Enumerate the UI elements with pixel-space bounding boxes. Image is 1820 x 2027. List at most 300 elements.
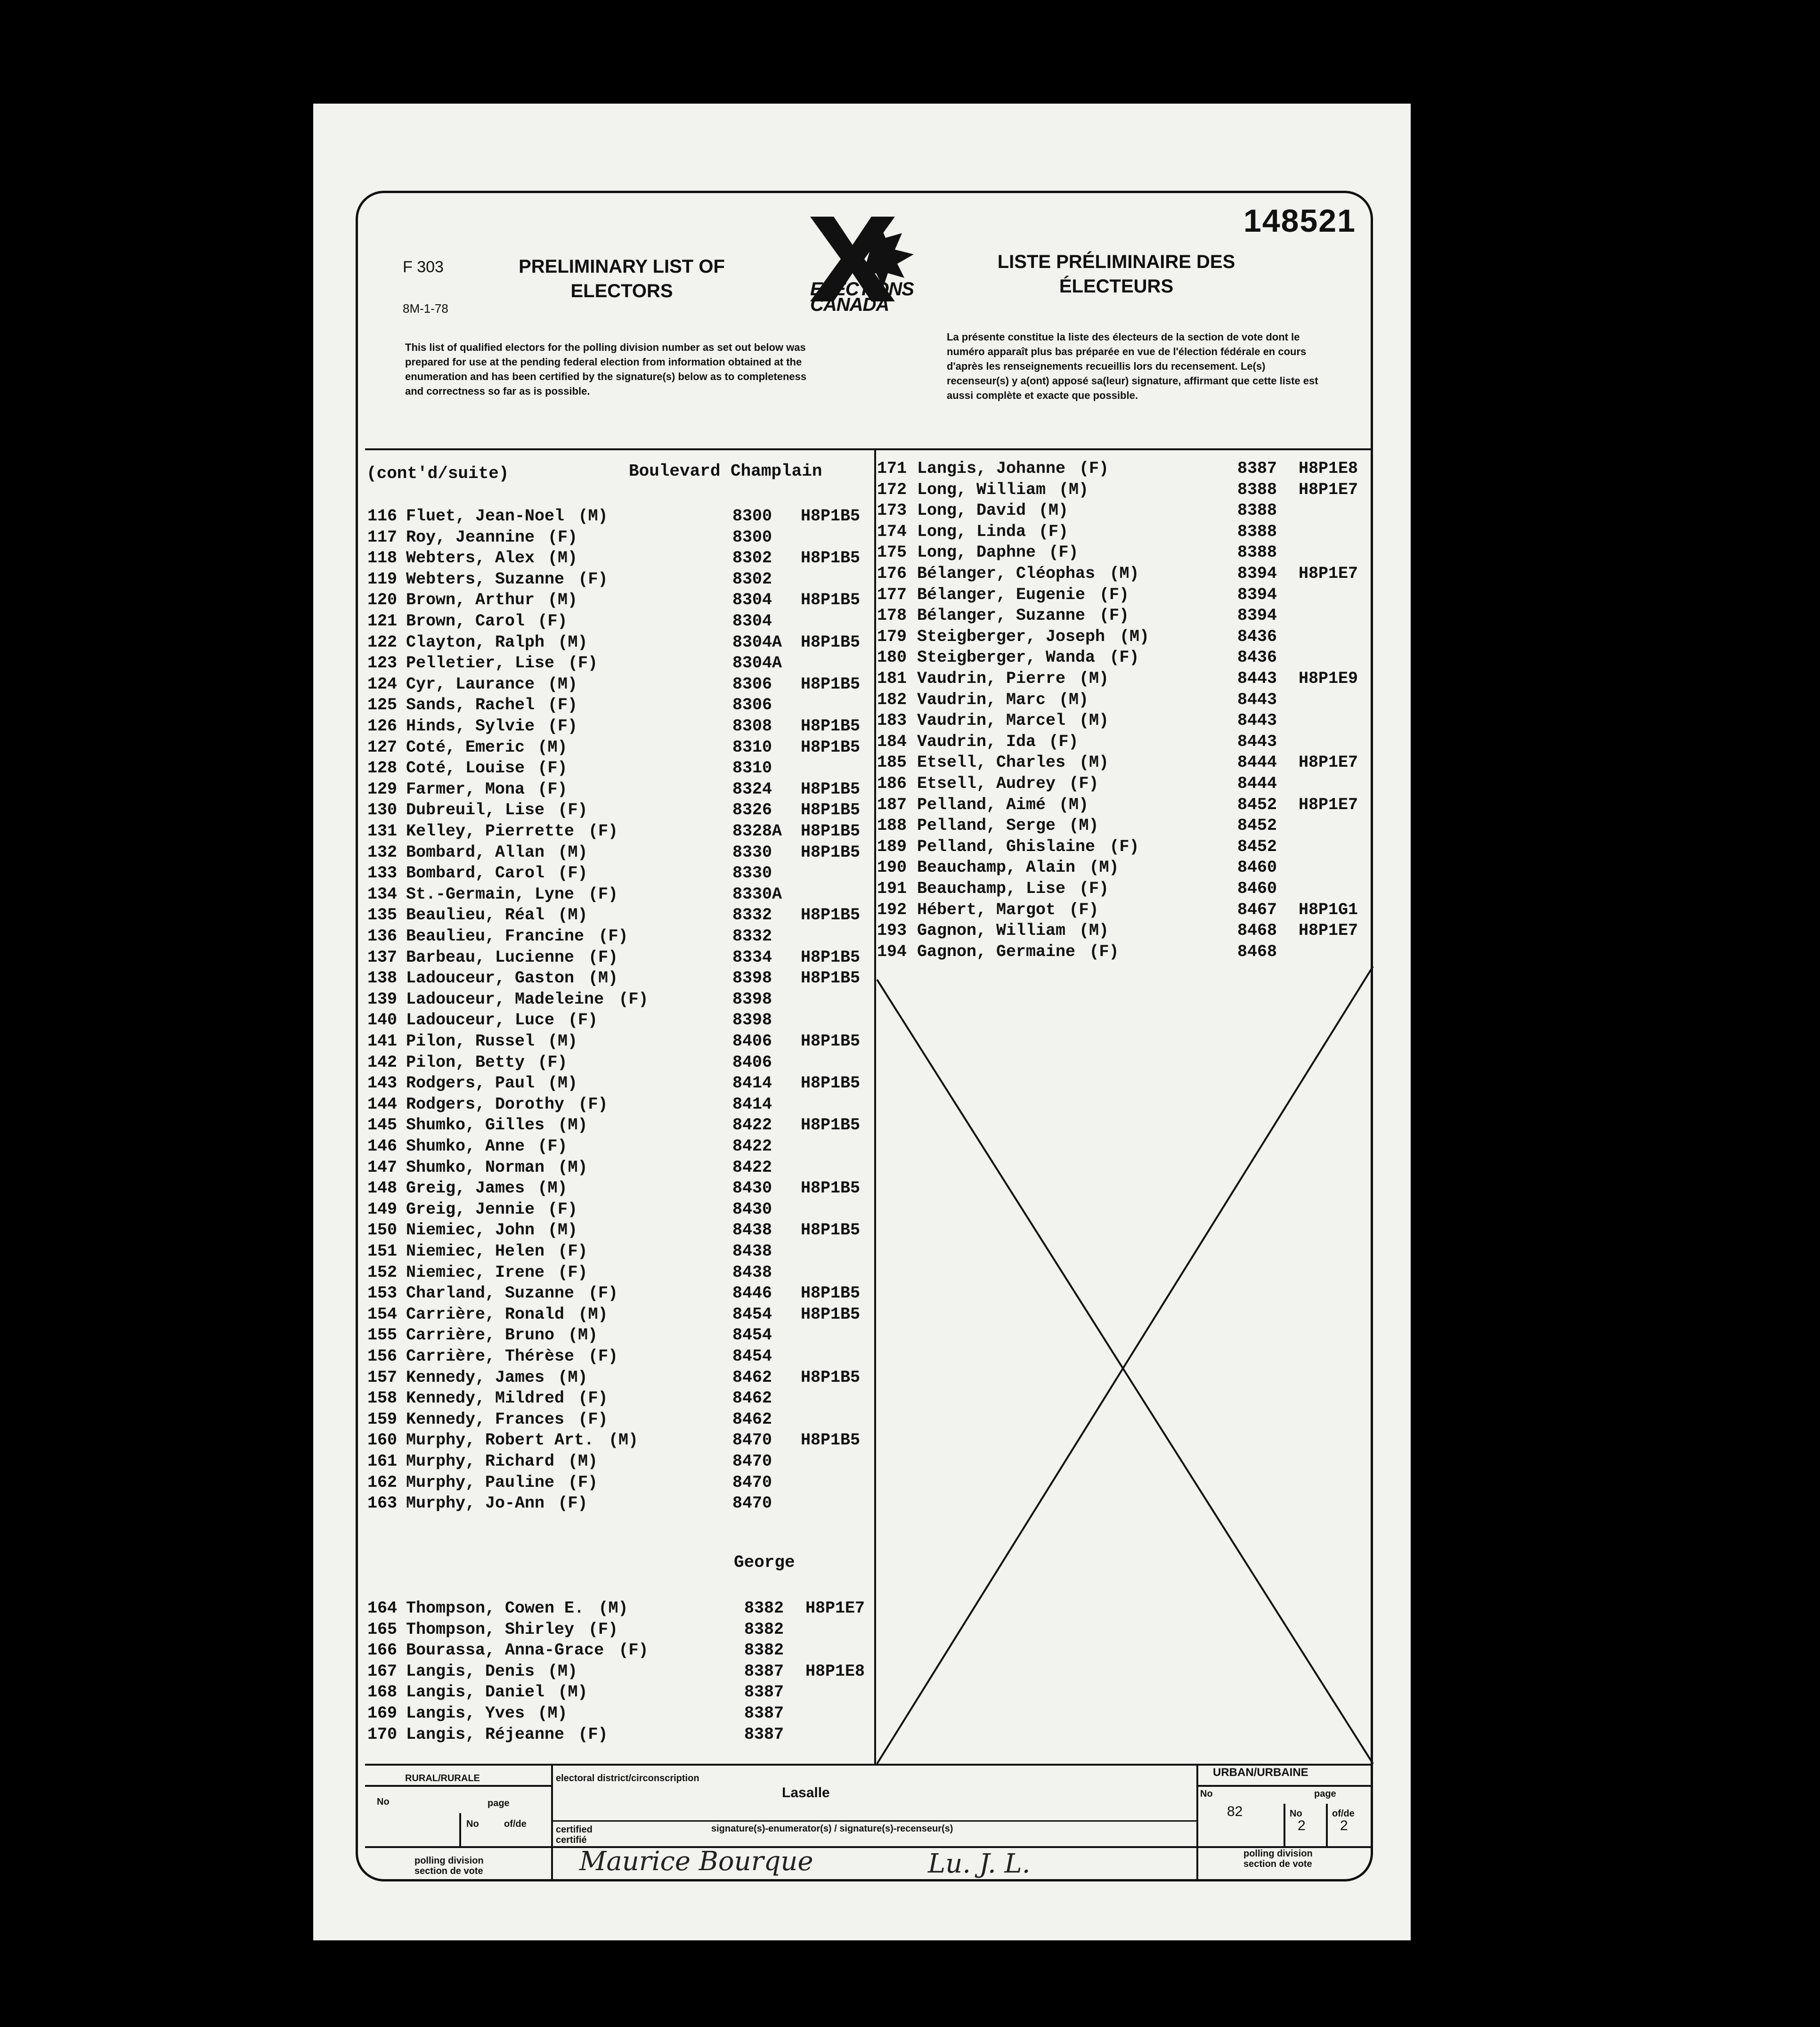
elector-row bbox=[367, 696, 871, 716]
elector-number: 157 bbox=[367, 1368, 398, 1387]
elector-postal-code: H8P1B5 bbox=[801, 1305, 861, 1324]
elector-name: Bombard, Carol bbox=[406, 864, 545, 883]
signature-rule bbox=[551, 1820, 1196, 1822]
elector-address: 8443 bbox=[1237, 690, 1277, 709]
elector-number: 117 bbox=[367, 527, 398, 547]
elector-address: 8398 bbox=[732, 1011, 772, 1030]
elector-name: Pelland, Serge bbox=[917, 816, 1056, 835]
elector-number: 166 bbox=[367, 1641, 398, 1660]
street-name-champlain: Boulevard Champlain bbox=[629, 462, 822, 481]
elector-sex: (F) bbox=[588, 822, 618, 841]
elector-name: Pelland, Ghislaine bbox=[917, 837, 1096, 856]
elector-row bbox=[367, 1200, 871, 1221]
elector-sex: (M) bbox=[578, 1305, 608, 1324]
elector-number: 177 bbox=[877, 585, 907, 604]
elector-address: 8306 bbox=[732, 674, 772, 694]
elector-postal-code: H8P1B5 bbox=[801, 1032, 861, 1051]
elector-name: Pelletier, Lise bbox=[406, 654, 555, 673]
elector-address: 8452 bbox=[1237, 795, 1277, 814]
elector-address: 8443 bbox=[1237, 669, 1277, 688]
footer-rule-2 bbox=[365, 1846, 1373, 1848]
elector-row bbox=[877, 879, 1372, 900]
elector-number: 127 bbox=[367, 738, 398, 757]
elector-address: 8332 bbox=[732, 927, 772, 946]
elector-address: 8387 bbox=[1237, 459, 1277, 478]
elector-address: 8460 bbox=[1237, 879, 1277, 898]
elector-sex: (M) bbox=[537, 738, 568, 757]
elector-name: Long, David bbox=[917, 501, 1026, 520]
elector-address: 8438 bbox=[732, 1263, 772, 1282]
elector-row bbox=[367, 1074, 871, 1095]
elector-row bbox=[877, 816, 1372, 837]
street-name-george: George bbox=[734, 1553, 795, 1572]
elector-address: 8436 bbox=[1237, 627, 1277, 646]
elector-row bbox=[367, 1662, 871, 1683]
elector-number: 144 bbox=[367, 1095, 398, 1114]
certified-label: certified certifié bbox=[556, 1824, 593, 1845]
elector-address: 8444 bbox=[1237, 774, 1277, 793]
elector-row bbox=[877, 627, 1372, 648]
elector-number: 136 bbox=[367, 927, 398, 946]
serial-number: 148521 bbox=[1243, 203, 1356, 239]
elector-row bbox=[367, 1347, 871, 1368]
elector-name: Pilon, Betty bbox=[406, 1053, 525, 1072]
elector-sex: (F) bbox=[558, 1242, 588, 1261]
rural-polling-label: polling division section de vote bbox=[414, 1856, 484, 1876]
elector-name: Brown, Carol bbox=[406, 612, 525, 631]
elector-sex: (M) bbox=[1079, 753, 1109, 772]
elector-address: 8422 bbox=[732, 1116, 772, 1135]
elector-number: 184 bbox=[877, 732, 907, 751]
title-en: PRELIMINARY LIST OF ELECTORS bbox=[519, 256, 725, 301]
elector-sex: (F) bbox=[588, 1347, 618, 1366]
elector-row bbox=[367, 1431, 871, 1451]
footer-divider-1 bbox=[551, 1764, 553, 1881]
elector-address: 8334 bbox=[732, 948, 772, 967]
elector-postal-code: H8P1B5 bbox=[801, 1368, 861, 1387]
elector-row bbox=[367, 738, 871, 759]
elector-sex: (F) bbox=[548, 527, 578, 547]
elector-name: Ladouceur, Madeleine bbox=[406, 989, 604, 1009]
elector-sex: (F) bbox=[558, 1494, 588, 1513]
elector-name: Bourassa, Anna-Grace bbox=[406, 1641, 604, 1660]
elector-postal-code: H8P1E7 bbox=[1299, 795, 1358, 814]
elector-address: 8398 bbox=[732, 989, 772, 1009]
elector-row bbox=[367, 1242, 871, 1263]
elector-address: 8446 bbox=[732, 1284, 772, 1303]
elector-row bbox=[367, 591, 871, 611]
title-fr: LISTE PRÉLIMINAIRE DES ÉLECTEURS bbox=[997, 251, 1235, 297]
elector-address: 8422 bbox=[732, 1158, 772, 1177]
cont-label: (cont'd/suite) bbox=[366, 464, 509, 483]
elector-number: 171 bbox=[877, 459, 907, 478]
elector-sex: (F) bbox=[618, 989, 649, 1009]
urban-polling-label: polling division section de vote bbox=[1243, 1849, 1313, 1869]
elector-row bbox=[367, 906, 871, 926]
elector-number: 134 bbox=[367, 884, 398, 904]
rural-rule bbox=[365, 1785, 551, 1787]
elector-name: Shumko, Anne bbox=[406, 1137, 525, 1156]
elector-address: 8468 bbox=[1237, 942, 1277, 961]
elector-name: Etsell, Audrey bbox=[917, 774, 1056, 793]
elector-row bbox=[367, 1641, 871, 1662]
elector-row bbox=[367, 1368, 871, 1389]
elector-address: 8324 bbox=[732, 779, 772, 799]
elector-sex: (F) bbox=[1099, 585, 1129, 604]
elector-address: 8394 bbox=[1237, 564, 1277, 583]
logo-text-line1: ELECTIONS bbox=[810, 279, 914, 300]
district-label: electoral district/circonscription bbox=[556, 1773, 699, 1784]
elector-row bbox=[877, 753, 1372, 774]
elector-name: Clayton, Ralph bbox=[406, 632, 545, 652]
elector-number: 123 bbox=[367, 654, 398, 673]
urban-division-number: 82 bbox=[1227, 1804, 1243, 1819]
elector-sex: (F) bbox=[1089, 942, 1119, 961]
elector-sex: (F) bbox=[1039, 522, 1069, 541]
elector-row bbox=[877, 942, 1372, 963]
elector-sex: (F) bbox=[588, 884, 618, 904]
rural-label: RURAL/RURALE bbox=[405, 1773, 480, 1784]
elector-sex: (M) bbox=[578, 507, 608, 526]
elector-address: 8454 bbox=[732, 1347, 772, 1366]
elector-sex: (M) bbox=[537, 1704, 568, 1723]
elector-row bbox=[367, 822, 871, 843]
elector-name: Vaudrin, Pierre bbox=[917, 669, 1066, 688]
elector-sex: (M) bbox=[548, 674, 578, 694]
elector-number: 120 bbox=[367, 591, 398, 610]
elector-name: Rodgers, Paul bbox=[406, 1074, 535, 1093]
elector-name: Coté, Emeric bbox=[406, 738, 525, 757]
elector-address: 8387 bbox=[744, 1725, 784, 1744]
elector-sex: (M) bbox=[568, 1326, 598, 1345]
rural-no-label: No bbox=[377, 1797, 390, 1807]
elector-address: 8328A bbox=[732, 822, 782, 841]
elector-sex: (M) bbox=[609, 1431, 639, 1450]
elector-address: 8388 bbox=[1237, 480, 1277, 499]
elector-name: Steigberger, Joseph bbox=[917, 627, 1105, 646]
elector-postal-code: H8P1B5 bbox=[801, 632, 861, 652]
elector-address: 8330A bbox=[732, 884, 782, 904]
elector-number: 180 bbox=[877, 648, 907, 667]
elector-row bbox=[877, 858, 1372, 879]
elector-row bbox=[367, 1305, 871, 1326]
elector-postal-code: H8P1B5 bbox=[801, 1074, 861, 1093]
urban-no-label: No bbox=[1200, 1789, 1213, 1799]
elector-address: 8304A bbox=[732, 654, 782, 673]
elector-sex: (F) bbox=[548, 1200, 578, 1219]
elector-row bbox=[877, 501, 1372, 522]
elector-row bbox=[367, 864, 871, 884]
elector-postal-code: H8P1B5 bbox=[801, 1431, 861, 1450]
form-date: 8M-1-78 bbox=[403, 301, 448, 316]
elector-row bbox=[367, 843, 871, 864]
elector-postal-code: H8P1B5 bbox=[801, 779, 861, 799]
elector-name: Barbeau, Lucienne bbox=[406, 948, 575, 967]
elector-address: 8394 bbox=[1237, 585, 1277, 604]
elector-address: 8460 bbox=[1237, 858, 1277, 877]
elector-name: Murphy, Jo-Ann bbox=[406, 1494, 545, 1513]
elector-name: Beaulieu, Réal bbox=[406, 906, 545, 925]
elector-name: Beauchamp, Alain bbox=[917, 858, 1076, 877]
elector-sex: (F) bbox=[1069, 774, 1099, 793]
elector-sex: (M) bbox=[558, 1158, 588, 1177]
elector-row bbox=[367, 969, 871, 989]
elector-address: 8444 bbox=[1237, 753, 1277, 772]
elector-number: 165 bbox=[367, 1620, 398, 1639]
elector-sex: (F) bbox=[1109, 648, 1139, 667]
elector-address: 8304 bbox=[732, 591, 772, 610]
elector-sex: (M) bbox=[1059, 690, 1089, 709]
elector-sex: (M) bbox=[1079, 669, 1109, 688]
elector-row bbox=[877, 837, 1372, 858]
elector-sex: (M) bbox=[1059, 480, 1089, 499]
elector-postal-code: H8P1B5 bbox=[801, 948, 861, 967]
elector-number: 185 bbox=[877, 753, 907, 772]
elector-number: 118 bbox=[367, 549, 398, 568]
elector-row bbox=[877, 669, 1372, 690]
elector-number: 183 bbox=[877, 711, 907, 730]
elector-name: Langis, Yves bbox=[406, 1704, 525, 1723]
signature-label: signature(s)-enumerator(s) / signature(s)-recenseur(s) bbox=[711, 1824, 953, 1834]
elector-sex: (M) bbox=[558, 1116, 588, 1135]
elector-sex: (F) bbox=[568, 1011, 598, 1030]
elector-name: Thompson, Cowen E. bbox=[406, 1599, 585, 1618]
elector-sex: (F) bbox=[1079, 459, 1109, 478]
elector-number: 161 bbox=[367, 1452, 398, 1471]
elector-row bbox=[367, 1620, 871, 1641]
elector-number: 193 bbox=[877, 921, 907, 941]
elector-row bbox=[367, 1053, 871, 1074]
elector-name: Long, Daphne bbox=[917, 543, 1036, 562]
elector-number: 142 bbox=[367, 1053, 398, 1072]
elector-number: 151 bbox=[367, 1242, 398, 1261]
elector-row bbox=[367, 1179, 871, 1200]
elector-name: Bombard, Allan bbox=[406, 843, 545, 862]
elector-name: Bélanger, Suzanne bbox=[917, 606, 1086, 625]
elector-name: Shumko, Norman bbox=[406, 1158, 545, 1177]
elector-number: 122 bbox=[367, 632, 398, 652]
elector-name: Farmer, Mona bbox=[406, 779, 525, 799]
elector-row bbox=[367, 1410, 871, 1431]
elector-address: 8462 bbox=[732, 1389, 772, 1408]
elector-sex: (F) bbox=[1079, 879, 1109, 898]
elector-postal-code: H8P1G1 bbox=[1299, 900, 1358, 919]
elector-sex: (M) bbox=[548, 549, 578, 568]
elector-postal-code: H8P1E7 bbox=[1299, 921, 1358, 941]
elector-address: 8388 bbox=[1237, 522, 1277, 541]
elector-name: Coté, Louise bbox=[406, 759, 525, 778]
elector-sex: (F) bbox=[1048, 732, 1079, 751]
elector-number: 169 bbox=[367, 1704, 398, 1723]
urban-page-no-label: No bbox=[1290, 1808, 1302, 1819]
elector-number: 174 bbox=[877, 522, 907, 541]
urban-page-divider bbox=[1284, 1804, 1285, 1846]
elector-sex: (M) bbox=[558, 906, 588, 925]
elector-name: Greig, Jennie bbox=[406, 1200, 535, 1219]
elector-sex: (F) bbox=[537, 1053, 568, 1072]
rural-ofde-label: of/de bbox=[504, 1819, 527, 1829]
elector-name: Beaulieu, Francine bbox=[406, 927, 585, 946]
elector-number: 162 bbox=[367, 1473, 398, 1492]
elector-sex: (M) bbox=[1059, 795, 1089, 814]
elector-sex: (M) bbox=[548, 1662, 578, 1681]
elector-number: 168 bbox=[367, 1683, 398, 1702]
elector-sex: (M) bbox=[1120, 627, 1150, 646]
elector-address: 8422 bbox=[732, 1137, 772, 1156]
elector-postal-code: H8P1E7 bbox=[1299, 753, 1358, 772]
elector-address: 8452 bbox=[1237, 837, 1277, 856]
elector-postal-code: H8P1B5 bbox=[801, 738, 861, 757]
elector-name: Kennedy, Mildred bbox=[406, 1389, 565, 1408]
elector-postal-code: H8P1B5 bbox=[801, 1284, 861, 1303]
elector-address: 8302 bbox=[732, 569, 772, 589]
elector-sex: (F) bbox=[537, 612, 568, 631]
elector-sex: (F) bbox=[537, 779, 568, 799]
elector-number: 129 bbox=[367, 779, 398, 799]
elector-address: 8406 bbox=[732, 1032, 772, 1051]
elector-row bbox=[877, 522, 1372, 543]
urban-rule bbox=[1196, 1785, 1373, 1787]
elector-row bbox=[367, 528, 871, 549]
elector-name: Langis, Johanne bbox=[917, 459, 1066, 478]
elector-number: 121 bbox=[367, 612, 398, 631]
elector-name: Webters, Suzanne bbox=[406, 569, 565, 589]
elector-row bbox=[877, 774, 1372, 795]
elector-name: Dubreuil, Lise bbox=[406, 801, 545, 820]
elector-name: Niemiec, John bbox=[406, 1221, 535, 1240]
elector-number: 145 bbox=[367, 1116, 398, 1135]
urban-ofde-label: of/de bbox=[1332, 1808, 1355, 1819]
elector-number: 139 bbox=[367, 989, 398, 1009]
elector-sex: (F) bbox=[558, 801, 588, 820]
elector-sex: (M) bbox=[568, 1452, 598, 1471]
elector-address: 8382 bbox=[744, 1599, 784, 1618]
elector-sex: (F) bbox=[568, 654, 598, 673]
elector-postal-code: H8P1B5 bbox=[801, 549, 861, 568]
elector-number: 148 bbox=[367, 1179, 398, 1198]
intro-fr: La présente constitue la liste des électeurs de la section de vote dont le numéro apparaît plus bas préparée en vue de l'élection fédérale en cours d'après les renseignements recueillis lors du recensement. Le(s) recenseur(s) y a(ont) apposé sa(leur) signature, affirmant que cette liste est aussi complète et exacte que possible. bbox=[947, 331, 1318, 401]
elector-row bbox=[367, 1137, 871, 1158]
elector-name: Steigberger, Wanda bbox=[917, 648, 1096, 667]
rural-page-no-label: No bbox=[466, 1819, 479, 1829]
elector-number: 132 bbox=[367, 843, 398, 862]
elector-postal-code: H8P1E8 bbox=[805, 1662, 865, 1681]
elector-number: 155 bbox=[367, 1326, 398, 1345]
elector-number: 156 bbox=[367, 1347, 398, 1366]
elector-number: 159 bbox=[367, 1410, 398, 1429]
elector-sex: (M) bbox=[558, 1683, 588, 1702]
elector-name: Langis, Denis bbox=[406, 1662, 535, 1681]
rural-page-label: page bbox=[488, 1798, 510, 1808]
elector-postal-code: H8P1B5 bbox=[801, 1116, 861, 1135]
elector-postal-code: H8P1E7 bbox=[1299, 480, 1358, 499]
elector-number: 158 bbox=[367, 1389, 398, 1408]
elector-number: 191 bbox=[877, 879, 907, 898]
elector-name: Carrière, Bruno bbox=[406, 1326, 555, 1345]
elector-row bbox=[367, 780, 871, 801]
elector-name: Carrière, Ronald bbox=[406, 1305, 565, 1324]
elector-postal-code: H8P1E9 bbox=[1299, 669, 1358, 688]
elector-number: 160 bbox=[367, 1431, 398, 1450]
elector-name: Vaudrin, Marcel bbox=[917, 711, 1066, 730]
elector-number: 126 bbox=[367, 717, 398, 736]
elector-sex: (F) bbox=[588, 1284, 618, 1303]
elector-address: 8430 bbox=[732, 1200, 772, 1219]
elector-name: Sands, Rachel bbox=[406, 696, 535, 715]
elector-row bbox=[367, 1326, 871, 1346]
elector-row bbox=[877, 711, 1372, 732]
elector-sex: (F) bbox=[568, 1473, 598, 1492]
elector-name: Fluet, Jean-Noel bbox=[406, 507, 565, 526]
elector-sex: (F) bbox=[618, 1641, 649, 1660]
elector-sex: (M) bbox=[1089, 858, 1119, 877]
elector-postal-code: H8P1B5 bbox=[801, 674, 861, 694]
elector-row bbox=[367, 633, 871, 654]
elector-number: 190 bbox=[877, 858, 907, 877]
elector-number: 133 bbox=[367, 864, 398, 883]
elector-row bbox=[367, 1599, 871, 1620]
elector-sex: (M) bbox=[558, 843, 588, 862]
elector-number: 188 bbox=[877, 816, 907, 835]
elector-number: 116 bbox=[367, 507, 398, 526]
elector-name: Kelley, Pierrette bbox=[406, 822, 575, 841]
elector-number: 150 bbox=[367, 1221, 398, 1240]
elector-number: 163 bbox=[367, 1494, 398, 1513]
elector-address: 8414 bbox=[732, 1074, 772, 1093]
elector-postal-code: H8P1B5 bbox=[801, 801, 861, 820]
elector-postal-code: H8P1B5 bbox=[801, 906, 861, 925]
elector-address: 8438 bbox=[732, 1242, 772, 1261]
elector-address: 8332 bbox=[732, 906, 772, 925]
elector-name: Vaudrin, Marc bbox=[917, 690, 1046, 709]
elector-address: 8304A bbox=[732, 632, 782, 652]
elector-number: 146 bbox=[367, 1137, 398, 1156]
elector-sex: (M) bbox=[548, 1032, 578, 1051]
elector-number: 176 bbox=[877, 564, 907, 583]
elector-postal-code: H8P1B5 bbox=[801, 1221, 861, 1240]
elector-name: Cyr, Laurance bbox=[406, 674, 535, 694]
elector-row bbox=[367, 1683, 871, 1703]
elector-name: Gagnon, William bbox=[917, 921, 1066, 941]
elector-name: Pelland, Aimé bbox=[917, 795, 1046, 814]
elector-name: Greig, James bbox=[406, 1179, 525, 1198]
elector-number: 138 bbox=[367, 969, 398, 988]
elector-row bbox=[877, 732, 1372, 753]
elector-address: 8382 bbox=[744, 1620, 784, 1639]
elector-number: 147 bbox=[367, 1158, 398, 1177]
elector-number: 153 bbox=[367, 1284, 398, 1303]
elector-postal-code: H8P1E7 bbox=[805, 1599, 865, 1618]
elector-number: 186 bbox=[877, 774, 907, 793]
elector-row bbox=[367, 1116, 871, 1136]
elector-address: 8306 bbox=[732, 696, 772, 715]
rural-page-divider bbox=[459, 1813, 461, 1846]
elector-row bbox=[877, 564, 1372, 585]
elector-row bbox=[367, 759, 871, 779]
elector-postal-code: H8P1B5 bbox=[801, 507, 861, 526]
elector-postal-code: H8P1B5 bbox=[801, 1179, 861, 1198]
elector-sex: (M) bbox=[598, 1599, 628, 1618]
elector-address: 8387 bbox=[744, 1662, 784, 1681]
elector-row bbox=[367, 675, 871, 696]
elector-name: Hinds, Sylvie bbox=[406, 717, 535, 736]
elector-address: 8454 bbox=[732, 1326, 772, 1345]
elector-row bbox=[367, 1011, 871, 1031]
elector-address: 8462 bbox=[732, 1368, 772, 1387]
elector-name: Langis, Daniel bbox=[406, 1683, 545, 1702]
elector-address: 8387 bbox=[744, 1704, 784, 1723]
elector-address: 8387 bbox=[744, 1683, 784, 1702]
